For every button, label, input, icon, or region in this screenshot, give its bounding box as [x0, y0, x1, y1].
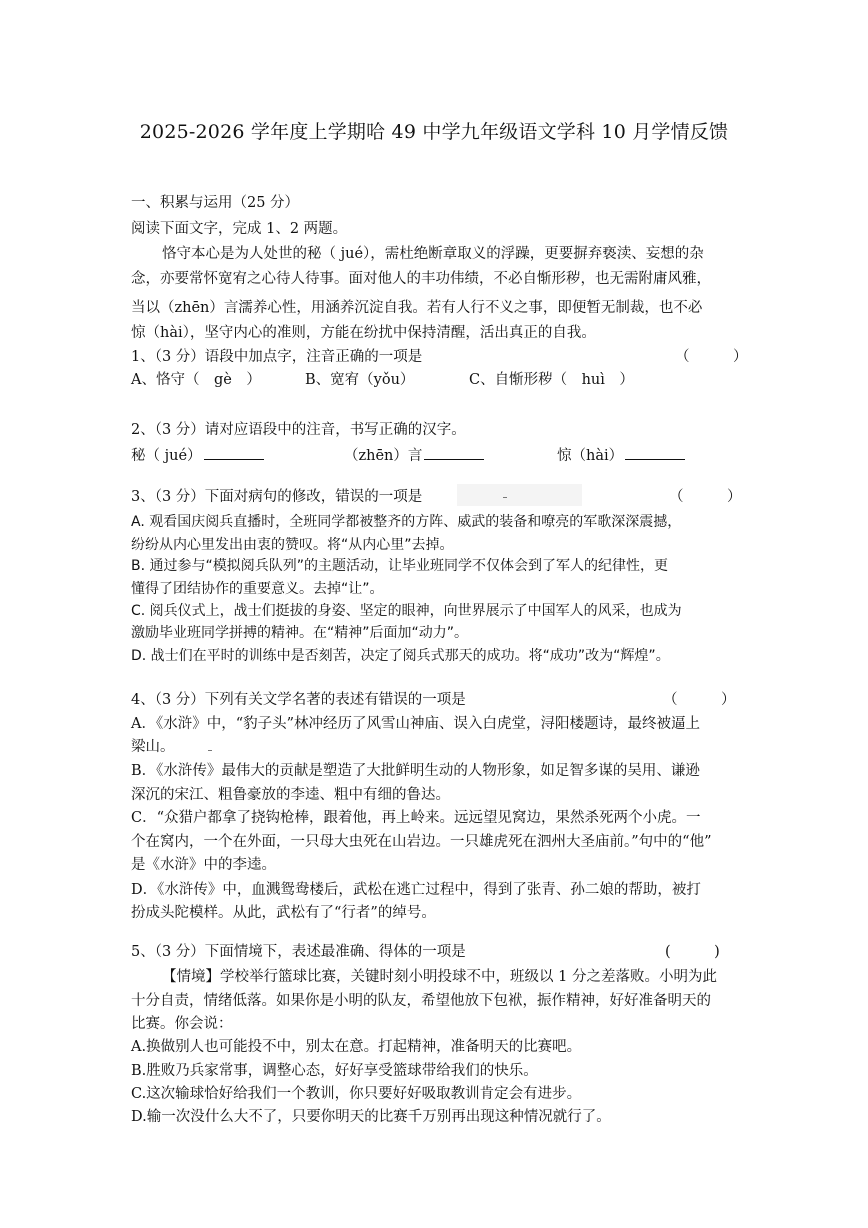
question-4-line: 个在窝内，一个在外面，一只母大虫死在山岩边。一只雄虎死在泗州大圣庙前。”句中的“他”	[131, 834, 712, 850]
question-4-line: 梁山。	[131, 739, 175, 755]
question-4-line: 是《水浒》中的李逵。	[131, 857, 276, 873]
question-3-line: 纷纷从内心里发出由衷的赞叹。将“从内心里”去掉。	[131, 537, 454, 553]
question-2-field-2	[344, 445, 484, 466]
question-5-option: B.胜败乃兵家常事，调整心态，好好享受篮球带给我们的快乐。	[131, 1063, 538, 1079]
question-4-line: 扮成头陀模样。从此，武松有了“行者”的绰号。	[131, 905, 436, 921]
question-5-stem: 5、（3 分）下面情境下，表述最准确、得体的一项是	[131, 944, 466, 960]
question-1-option-b: B、宽宥（yǒu）	[305, 372, 415, 388]
page-title: 2025-2026 学年度上学期哈 49 中学九年级语文学科 10 月学情反馈	[139, 121, 729, 143]
question-2-stem: 2、（3 分）请对应语段中的注音，书写正确的汉字。	[131, 422, 466, 438]
answer-blank[interactable]	[424, 445, 484, 460]
answer-blank[interactable]	[625, 445, 685, 460]
section-intro: 阅读下面文字，完成 1、2 两题。	[131, 221, 348, 237]
question-5-option: D.输一次没什么大不了，只要你明天的比赛千万别再出现这种情况就行了。	[131, 1109, 611, 1125]
answer-paren: ( )	[665, 944, 720, 960]
answer-paren: （ ）	[675, 349, 748, 365]
question-3-line: D. 战士们在平时的训练中是否刻苦，决定了阅兵式那天的成功。将“成功”改为“辉煌”。	[131, 648, 670, 664]
question-3-line: B. 通过参与“模拟阅兵队列”的主题活动，让毕业班同学不仅体会到了军人的纪律性，更	[131, 558, 669, 574]
field-label: 秘（ jué）	[131, 448, 202, 464]
question-2-field-1	[131, 445, 264, 466]
answer-paren: （ ）	[669, 489, 742, 505]
question-3-line: 懂得了团结协作的重要意义。去掉“让”。	[131, 581, 384, 597]
question-2-field-3	[557, 445, 685, 466]
answer-blank[interactable]	[204, 445, 264, 460]
question-1-option-c: C、自惭形秽（ huì ）	[469, 372, 634, 388]
question-4-line: 深沉的宋江、粗鲁豪放的李逵、粗中有细的鲁达。	[131, 787, 450, 803]
passage-line: 惊（hài），坚守内心的准则，方能在纷扰中保持清醒，活出真正的自我。	[131, 325, 596, 341]
question-3-line: A. 观看国庆阅兵直播时，全班同学都被整齐的方阵、威武的装备和嘹亮的军歌深深震撼，	[131, 514, 682, 530]
question-4-line: A．《水浒》中，“豹子头”林冲经历了风雪山神庙、误入白虎堂，浔阳楼题诗，最终被逼上	[131, 716, 701, 732]
scenario-line: 比赛。你会说：	[131, 1016, 233, 1032]
question-1-stem: 1、（3 分）语段中加点字，注音正确的一项是	[131, 349, 423, 365]
scenario-line: 十分自责，情绪低落。如果你是小明的队友，希望他放下包袱，振作精神，好好准备明天的	[131, 993, 711, 1009]
passage-line: 念，亦要常怀宽宥之心待人待事。面对他人的丰功伟绩，不必自惭形秽，也无需附庸风雅，	[131, 271, 711, 287]
question-4-line: D．《水浒传》中，血溅鸳鸯楼后，武松在逃亡过程中，得到了张青、孙二娘的帮助，被打	[131, 882, 701, 898]
question-4-stem: 4、（3 分）下列有关文学名著的表述有错误的一项是	[131, 692, 466, 708]
question-5-option: A.换做别人也可能投不中，别太在意。打起精神，准备明天的比赛吧。	[131, 1039, 582, 1055]
scan-mark	[208, 750, 212, 751]
question-1-option-a: A、恪守（ gè ）	[131, 372, 261, 388]
scenario-line: 【情境】学校举行篮球比赛，关键时刻小明投球不中，班级以 1 分之差落败。小明为此	[162, 969, 717, 985]
field-label: 惊（hài）	[557, 448, 624, 464]
answer-paren: （ ）	[663, 692, 736, 708]
field-label: （zhēn）言	[344, 448, 423, 464]
question-3-line: 激励毕业班同学拼搏的精神。在“精神”后面加“动力”。	[131, 625, 469, 641]
question-3-stem: 3、（3 分）下面对病句的修改，错误的一项是	[131, 489, 423, 505]
passage-line: 恪守本心是为人处世的秘（ jué），需杜绝断章取义的浮躁，更要摒弃亵渎、妄想的杂	[162, 246, 704, 262]
passage-line: 当以（zhēn）言濡养心性，用涵养沉淀自我。若有人行不义之事，即便暂无制裁，也不必	[131, 300, 703, 316]
question-4-line: B．《水浒传》最伟大的贡献是塑造了大批鲜明生动的人物形象，如足智多谋的吴用、谦逊	[131, 763, 700, 779]
question-4-line: C．“众猎户都拿了挠钩枪棒，跟着他，再上岭来。远远望见窝边，果然杀死两个小虎。一	[131, 810, 701, 826]
question-5-option: C.这次输球恰好给我们一个教训，你只要好好吸取教训肯定会有进步。	[131, 1086, 582, 1102]
question-3-line: C. 阅兵仪式上，战士们挺拔的身姿、坚定的眼神，向世界展示了中国军人的风采，也成为	[131, 603, 682, 619]
section-heading: 一、积累与运用（25 分）	[131, 195, 300, 211]
